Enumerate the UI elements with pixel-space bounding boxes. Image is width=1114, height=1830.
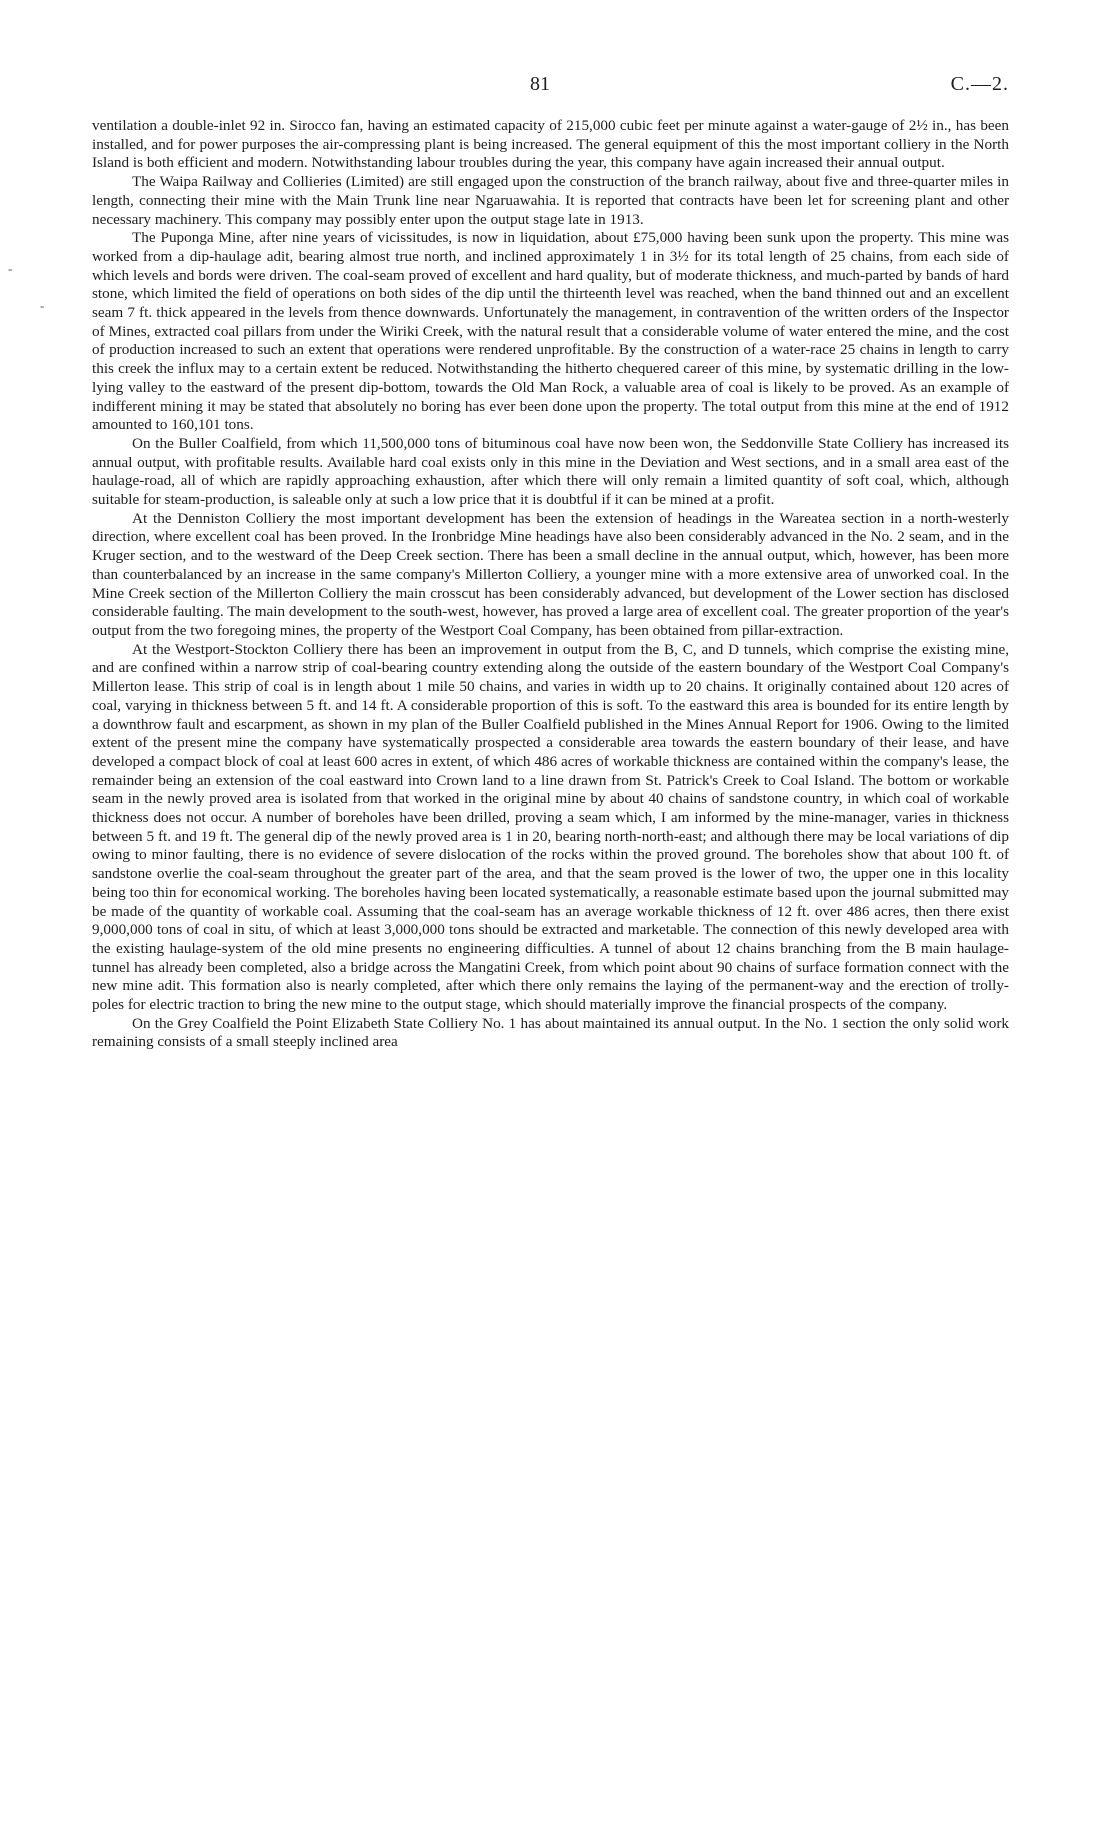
paragraph-denniston-colliery: At the Denniston Colliery the most important development has been the extension of headings in the Wareatea section in a north-westerly direction, where excellent coal has been proved. In the Ironbridge Mine headings have also been considerably advanced in the No. 2 seam, and in the Kruger section, and to the westward of the Deep Creek section. There has been a small decline in the annual output, which, however, has been more than counterbalanced by an increase in the same company's Millerton Colliery, a younger mine with a more extensive area of unworked coal. In the Mine Creek section of the Millerton Colliery the main crosscut has been considerably advanced, but development of the Lower section has disclosed considerable faulting. The main development to the south-west, however, has proved a large area of excellent coal. The greater proportion of the year's output from the two foregoing mines, the property of the Westport Coal Company, has been obtained from pillar-extraction. xyxy=(92,509,1009,639)
margin-mark: - xyxy=(8,261,13,276)
page-number: 81 xyxy=(530,73,550,95)
paragraph-grey-coalfield: On the Grey Coalfield the Point Elizabeth State Colliery No. 1 has about maintained its annual output. In the No. 1 section the only solid work remaining consists of a small steeply inclined area xyxy=(92,1014,1009,1051)
page-header xyxy=(92,73,1009,103)
paragraph-westport-stockton: At the Westport-Stockton Colliery there has been an improvement in output from the B, C, and D tunnels, which comprise the existing mine, and are confined within a narrow strip of coal-bearing country extending along the outside of the eastern boundary of the Westport Coal Company's Millerton lease. This strip of coal is in length about 1 mile 50 chains, and varies in width up to 20 chains. It originally contained about 120 acres of coal, varying in thickness between 5 ft. and 14 ft. A considerable proportion of this is soft. To the eastward this area is bounded for its entire length by a downthrow fault and escarpment, as shown in my plan of the Buller Coalfield published in the Mines Annual Report for 1906. Owing to the limited extent of the present mine the company have systematically prospected a considerable area towards the eastern boundary of their lease, and have developed a compact block of coal at least 600 acres in extent, of which 486 acres of workable thickness are contained within the company's lease, the remainder being an extension of the coal eastward into Crown land to a line drawn from St. Patrick's Creek to Coal Island. The bottom or workable seam in the newly proved area is isolated from that worked in the original mine by about 40 chains of sandstone country, in which coal of workable thickness does not occur. A number of boreholes have been drilled, proving a seam which, I am informed by the mine-manager, varies in thickness between 5 ft. and 19 ft. The general dip of the newly proved area is 1 in 20, bearing north-north-east; and although there may be local variations of dip owing to minor faulting, there is no evidence of severe dislocation of the rocks within the proved ground. The boreholes show that about 100 ft. of sandstone overlie the coal-seam throughout the greater part of the area, and that the seam proved is the lower of two, the upper one in this locality being too thin for economical working. The boreholes having been located systematically, a reasonable estimate based upon the journal submitted may be made of the quantity of workable coal. Assuming that the coal-seam has an average workable thickness of 12 ft. over 486 acres, then there exist 9,000,000 tons of coal in situ, of which at least 3,000,000 tons should be extracted and marketable. The connection of this newly developed area with the existing haulage-system of the old mine presents no engineering difficulties. A tunnel of about 12 chains branching from the B main haulage-tunnel has already been completed, also a bridge across the Mangatini Creek, from which point about 90 chains of surface formation connect with the new mine adit. This formation also is nearly completed, after which there only remains the laying of the permanent-way and the erection of trolly-poles for electric traction to bring the new mine to the output stage, which should materially improve the financial prospects of the company. xyxy=(92,640,1009,1014)
sheet-reference: C.—2. xyxy=(950,73,1009,95)
paragraph-waipa-railway: The Waipa Railway and Collieries (Limited) are still engaged upon the construction of the branch railway, about five and three-quarter miles in length, connecting their mine with the Main Trunk line near Ngaruawahia. It is reported that contracts have been let for screening plant and other necessary machinery. This company may possibly enter upon the output stage late in 1913. xyxy=(92,173,1009,228)
body-text xyxy=(92,117,1009,1052)
paragraph-puponga-mine: The Puponga Mine, after nine years of vicissitudes, is now in liquidation, about £75,000 having been sunk upon the property. This mine was worked from a dip-haulage adit, bearing almost true north, and inclined approximately 1 in 3½ for its total length of 25 chains, from each side of which levels and bords were driven. The coal-seam proved of excellent and hard quality, but of moderate thickness, and much-parted by bands of hard stone, which limited the field of operations on both sides of the dip until the thirteenth level was reached, when the band thinned out and an excellent seam 7 ft. thick appeared in the levels from thence downwards. Unfortunately the management, in contravention of the written orders of the Inspector of Mines, extracted coal pillars from under the Wiriki Creek, with the natural result that a considerable volume of water entered the mine, and the cost of production increased to such an extent that operations were rendered unprofitable. By the construction of a water-race 25 chains in length to carry this creek the influx may to a certain extent be reduced. Notwithstanding the hitherto chequered career of this mine, by systematic drilling in the low-lying valley to the eastward of the present dip-bottom, towards the Old Man Rock, a valuable area of coal is likely to be proved. As an example of indifferent mining it may be stated that absolutely no boring has ever been done upon the property. The total output from this mine at the end of 1912 amounted to 160,101 tons. xyxy=(92,229,1009,434)
margin-mark: - xyxy=(40,298,45,313)
paragraph-buller-coalfield: On the Buller Coalfield, from which 11,500,000 tons of bituminous coal have now been won, the Seddonville State Colliery has increased its annual output, with profitable results. Available hard coal exists only in this mine in the Deviation and West sections, and in a small area east of the haulage-road, all of which are rapidly approaching exhaustion, after which there will only remain a limited quantity of soft coal, which, although suitable for steam-production, is saleable only at such a low price that it is doubtful if it can be mined at a profit. xyxy=(92,434,1009,509)
paragraph-ventilation: ventilation a double-inlet 92 in. Sirocco fan, having an estimated capacity of 215,000 cubic feet per minute against a water-gauge of 2½ in., has been installed, and for power purposes the air-compressing plant is being increased. The general equipment of this the most important colliery in the North Island is both efficient and modern. Notwithstanding labour troubles during the year, this company have again increased their annual output. xyxy=(92,117,1009,172)
